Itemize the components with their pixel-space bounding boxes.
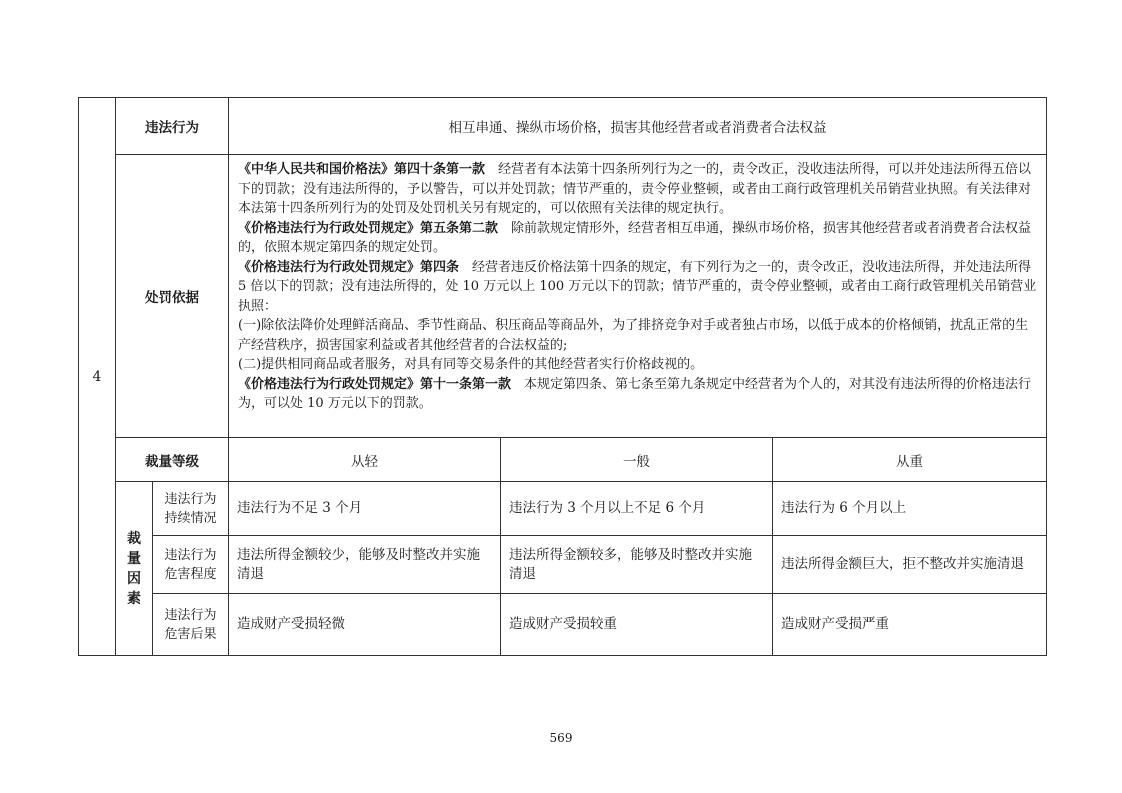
factor-row [79, 594, 1047, 656]
basis-paragraph [238, 258, 1037, 317]
factor-value: 违法所得金额较少，能够及时整改并实施清退 [229, 536, 501, 594]
basis-clause: 《中华人民共和国价格法》第四十条第一款 [238, 162, 486, 177]
violation-label: 违法行为 [116, 98, 229, 155]
factor-row [79, 536, 1047, 594]
factor-name: 违法行为 持续情况 [153, 482, 229, 536]
factor-row [79, 482, 1047, 536]
factor-value: 造成财产受损轻微 [229, 594, 501, 656]
basis-clause: 《价格违法行为行政处罚规定》第十一条第一款 [238, 376, 512, 392]
basis-text: 除前款规定情形外，经营者相互串通，操纵市场价格，损害其他经营者或者消费者合法权益的，依照本规定第四条的规定处罚。 [238, 220, 1032, 255]
basis-paragraph [238, 219, 1037, 258]
basis-clause: 《价格违法行为行政处罚规定》第五条第二款 [238, 220, 499, 236]
factor-value: 违法行为不足 3 个月 [229, 482, 501, 536]
discretion-factor-label [116, 482, 153, 656]
basis-text: 本规定第四条、第七条至第九条规定中经营者为个人的，对其没有违法所得的价格违法行为，可以处 10 万元以下的罚款。 [238, 376, 1032, 411]
level-general: 一般 [501, 438, 773, 482]
basis-text: 经营者有本法第十四条所列行为之一的，责令改正，没收违法所得，可以并处违法所得五倍以下的罚款；没有违法所得的，予以警告，可以并处罚款；情节严重的，责令停业整顿，或者由工商行政管理机关吊销营业执照。有关法律对本法第十四条所列行为的处罚及处罚机关另有规定的，可以依照有关法律的规定执行。 [238, 162, 1032, 216]
penalty-basis-row [79, 155, 1047, 438]
factor-name: 违法行为 危害程度 [153, 536, 229, 594]
page-number: 569 [549, 731, 573, 745]
level-lenient: 从轻 [229, 438, 501, 482]
penalty-standard-table [78, 97, 1047, 656]
discretion-level-row [79, 438, 1047, 482]
level-severe: 从重 [773, 438, 1047, 482]
basis-text: 经营者违反价格法第十四条的规定，有下列行为之一的，责令改正，没收违法所得，并处违法所得 5 倍以下的罚款；没有违法所得的，处 10 万元以上 100 万元以下的罚款；情节严重的，责令停业整顿，或者由工商行政管理机关吊销营业执照： [238, 259, 1037, 314]
factor-name: 违法行为 危害后果 [153, 594, 229, 656]
violation-value: 相互串通、操纵市场价格，损害其他经营者或者消费者合法权益 [229, 98, 1047, 155]
basis-text: (二)提供相同商品或者服务，对具有同等交易条件的其他经营者实行价格歧视的。 [238, 357, 704, 372]
factor-value: 违法所得金额巨大，拒不整改并实施清退 [773, 536, 1047, 594]
basis-paragraph [238, 160, 1037, 219]
basis-paragraph [238, 355, 1037, 375]
factor-value: 违法行为 6 个月以上 [773, 482, 1047, 536]
factor-value: 违法所得金额较多，能够及时整改并实施清退 [501, 536, 773, 594]
item-number: 4 [79, 98, 116, 656]
discretion-factor-label-text: 裁 量 因 素 [127, 530, 141, 607]
factor-value: 违法行为 3 个月以上不足 6 个月 [501, 482, 773, 536]
basis-text: (一)除依法降价处理鲜活商品、季节性商品、积压商品等商品外，为了排挤竞争对手或者独占市场，以低于成本的价格倾销，扰乱正常的生产经营秩序，损害国家利益或者其他经营者的合法权益的; [238, 318, 1029, 353]
basis-clause: 《价格违法行为行政处罚规定》第四条 [238, 259, 460, 275]
penalty-basis-text [229, 155, 1047, 438]
violation-row [79, 98, 1047, 155]
discretion-label: 裁量等级 [116, 438, 229, 482]
penalty-basis-label: 处罚依据 [116, 155, 229, 438]
factor-value: 造成财产受损较重 [501, 594, 773, 656]
basis-paragraph [238, 375, 1037, 414]
factor-value: 造成财产受损严重 [773, 594, 1047, 656]
basis-paragraph [238, 316, 1037, 355]
